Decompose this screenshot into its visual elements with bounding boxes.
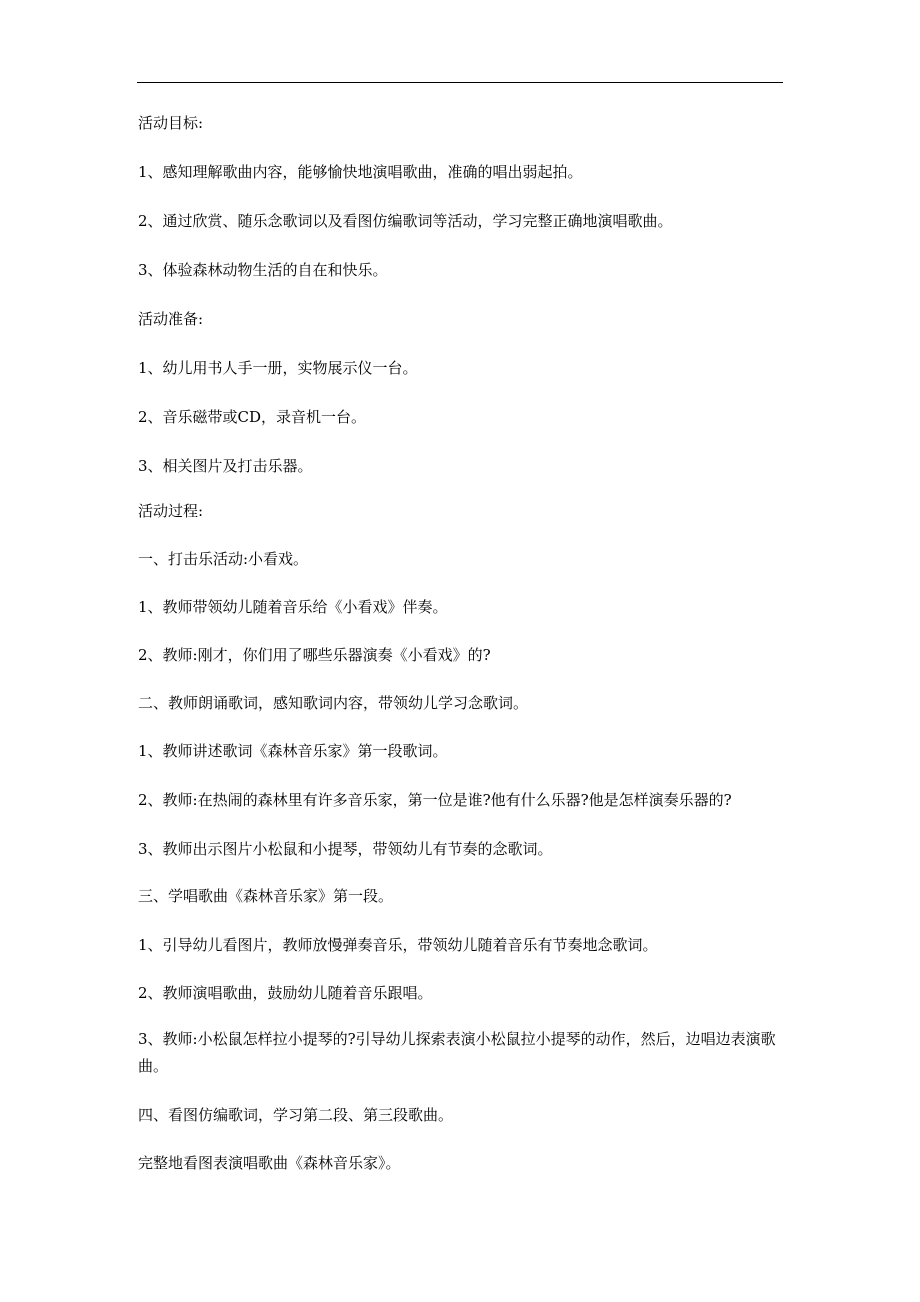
process-step-3: 三、学唱歌曲《森林音乐家》第一段。 xyxy=(138,887,394,905)
process-step-3-item-2: 2、教师演唱歌曲，鼓励幼儿随着音乐跟唱。 xyxy=(138,984,433,1002)
closing-line: 完整地看图表演唱歌曲《森林音乐家》。 xyxy=(138,1154,401,1172)
goal-item-2: 2、通过欣赏、随乐念歌词以及看图仿编歌词等活动，学习完整正确地演唱歌曲。 xyxy=(138,212,673,230)
process-step-3-item-3: 3、教师:小松鼠怎样拉小提琴的?引导幼儿探索表演小松鼠拉小提琴的动作，然后，边唱边表演歌曲。 xyxy=(138,1030,776,1075)
process-step-2-item-3: 3、教师出示图片小松鼠和小提琴，带领幼儿有节奏的念歌词。 xyxy=(138,840,553,858)
process-step-1-item-2: 2、教师:刚才，你们用了哪些乐器演奏《小看戏》的? xyxy=(138,646,491,664)
process-step-2: 二、教师朗诵歌词，感知歌词内容，带领幼儿学习念歌词。 xyxy=(138,694,529,712)
process-step-4: 四、看图仿编歌词，学习第二段、第三段歌曲。 xyxy=(138,1106,454,1124)
preparation-item-2: 2、音乐磁带或CD，录音机一台。 xyxy=(138,408,367,426)
process-step-2-item-2: 2、教师:在热闹的森林里有许多音乐家，第一位是谁?他有什么乐器?他是怎样演奏乐器的? xyxy=(138,791,732,809)
header-rule xyxy=(137,82,783,83)
process-step-3-item-1: 1、引导幼儿看图片，教师放慢弹奏音乐，带领幼儿随着音乐有节奏地念歌词。 xyxy=(138,936,658,954)
goal-item-3: 3、体验森林动物生活的自在和快乐。 xyxy=(138,261,388,279)
section-heading-process: 活动过程: xyxy=(138,502,204,520)
section-heading-preparation: 活动准备: xyxy=(138,310,204,328)
process-step-2-item-1: 1、教师讲述歌词《森林音乐家》第一段歌词。 xyxy=(138,742,448,760)
preparation-item-1: 1、幼儿用书人手一册，实物展示仪一台。 xyxy=(138,359,418,377)
section-heading-goals: 活动目标: xyxy=(138,114,204,132)
preparation-item-3: 3、相关图片及打击乐器。 xyxy=(138,457,313,475)
process-step-1-item-1: 1、教师带领幼儿随着音乐给《小看戏》伴奏。 xyxy=(138,598,448,616)
goal-item-1: 1、感知理解歌曲内容，能够愉快地演唱歌曲，准确的唱出弱起拍。 xyxy=(138,163,583,181)
process-step-1: 一、打击乐活动:小看戏。 xyxy=(138,550,309,568)
